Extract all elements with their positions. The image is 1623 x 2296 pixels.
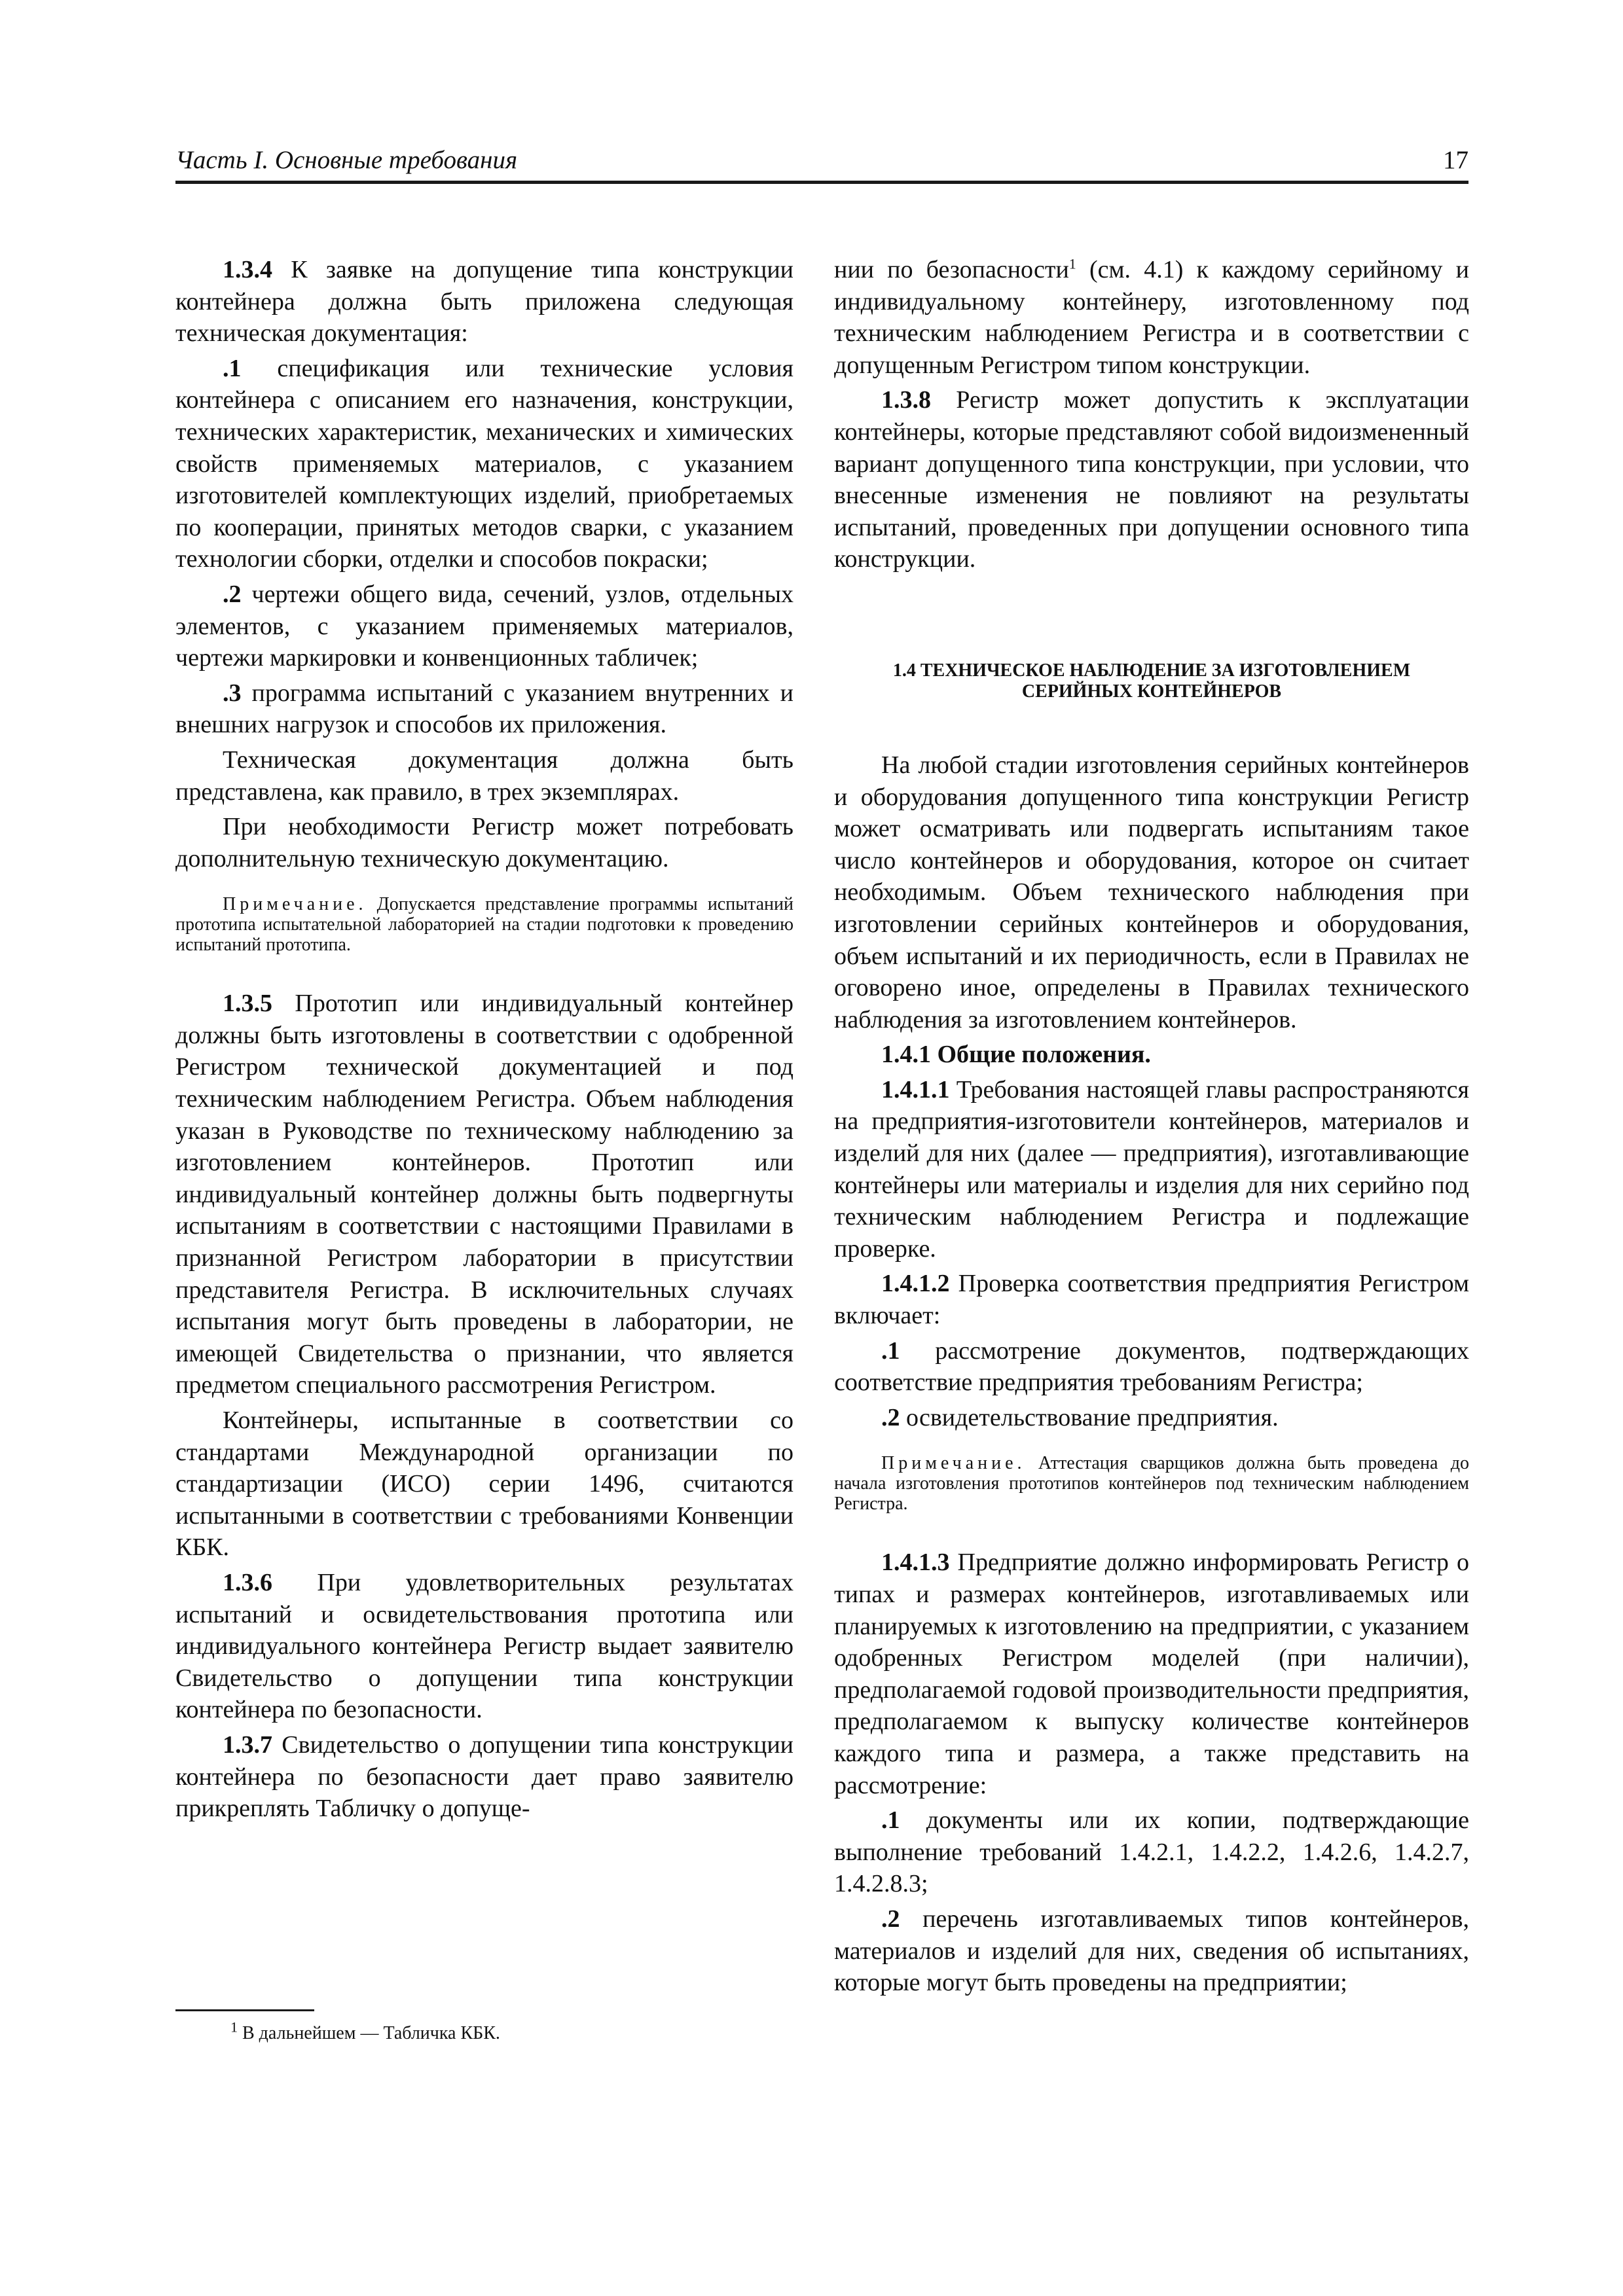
- paragraph-text: Предприятие должно информировать Регистр о типах и размерах контейнеров, изготавливаемых или планируемых к изготовлению на предприятии, с указанием одобренных Регистром моделей (при наличии), предполагаемой годовой производительности предприятия, предполагаемом к выпуску количестве контейнеров каждого типа и размера, а также представить на рассмотрение:: [834, 1549, 1469, 1799]
- clause-number: 1.3.4: [223, 256, 272, 283]
- right-column: [834, 254, 1469, 2002]
- paragraph: На любой стадии изготовления серийных контейнеров и оборудования допущенного типа конструкции Регистр может осматривать или подвергать испытаниям такое число контейнеров и оборудования, которое он считает необходимым. Объем технического наблюдения при изготовлении серийных контейнеров и оборудования, объем испытаний и их периодичность, если в Правилах не оговорено иное, определены в Правилах технического наблюдения за изготовлением контейнеров.: [834, 751, 1469, 1033]
- note-label: Примечание.: [223, 894, 367, 915]
- list-item: [834, 1335, 1469, 1399]
- paragraph-text: (см. 4.1) к каждому серийному и индивидуальному контейнеру, изготовленному под техническим наблюдением Регистра и в соответствии с допущенным Регистром типом конструкции.: [834, 256, 1469, 379]
- clause-number: 1.3.6: [223, 1568, 272, 1596]
- list-item-text: программа испытаний с указанием внутренних и внешних нагрузок и способов их приложения.: [175, 679, 793, 739]
- footnote-text: В дальнейшем — Табличка КБК.: [238, 2023, 500, 2043]
- paragraph-text: К заявке на допущение типа конструкции контейнера должна быть приложена следующая техническая документация:: [175, 256, 793, 348]
- list-item-text: документы или их копии, подтверждающие выполнение требований 1.4.2.1, 1.4.2.2, 1.4.2.6, 1.4.2.7, 1.4.2.8.3;: [834, 1806, 1469, 1898]
- running-header: [175, 145, 1468, 184]
- list-item-text: спецификация или технические условия контейнера с описанием его назначения, конструкции, технических характеристик, механических и химических свойств применяемых материалов, с указанием изготовителей комплектующих изделий, приобретаемых по кооперации, принятых методов сварки, с указанием технологии сборки, отделки и способов покраски;: [175, 354, 793, 573]
- subsection-title: 1.4.1 Общие положения.: [881, 1041, 1151, 1069]
- paragraph-text: Прототип или индивидуальный контейнер должны быть изготовлены в соответствии с одобренной Регистром технической документацией и под техническим наблюдением Регистра. Объем наблюдения указан в Руководстве по техническому наблюдению за изготовлением контейнеров. Прототип или индивидуальный контейнер должны быть подвергнуты испытаниям в соответствии с настоящими Правилами в признанной Регистром лаборатории в присутствии представителя Регистра. В исключительных случаях испытания могут быть проведены в лаборатории, не имеющей Свидетельства о признании, что является предметом специального рассмотрения Регистром.: [175, 990, 793, 1399]
- list-item: [834, 1402, 1469, 1434]
- footnote-marker: 1: [230, 2018, 238, 2036]
- clause-number: 1.3.8: [881, 386, 931, 414]
- list-item-text: перечень изготавливаемых типов контейнеров, материалов и изделий для них, сведения об испытаниях, которые могут быть проведены на предприятии;: [834, 1905, 1469, 1997]
- paragraph: Контейнеры, испытанные в соответствии со стандартами Международной организации по стандартизации (ИСО) серии 1496, считаются испытанными в соответствии с требованиями Конвенции КБК.: [175, 1407, 793, 1562]
- item-number: .2: [881, 1403, 900, 1431]
- list-item-text: освидетельствование предприятия.: [900, 1403, 1279, 1431]
- paragraph-text: При удовлетворительных результатах испытаний и освидетельствования прототипа или индивидуального контейнера Регистр выдает заявителю Свидетельство о допущении типа конструкции контейнера по безопасности.: [175, 1568, 793, 1724]
- clause-number: 1.3.5: [223, 990, 272, 1018]
- paragraph-1-3-6: [175, 1567, 793, 1726]
- list-item: [175, 677, 793, 741]
- page-number: 17: [1443, 146, 1468, 174]
- note-text: Аттестация сварщиков должна быть проведена до начала изготовления прототипов контейнеров под техническим наблюдением Регистра.: [834, 1453, 1469, 1515]
- note-label: Примечание.: [881, 1453, 1026, 1474]
- item-number: .1: [223, 354, 242, 382]
- clause-number: 1.4.1.2: [881, 1270, 950, 1298]
- footnote-divider: [175, 2009, 314, 2011]
- list-item: [834, 1804, 1469, 1900]
- clause-number: 1.3.7: [223, 1731, 272, 1759]
- item-number: .1: [881, 1806, 900, 1835]
- list-item: [175, 353, 793, 575]
- paragraph: При необходимости Регистр может потребовать дополнительную техническую документацию.: [175, 813, 793, 872]
- note: [834, 1453, 1469, 1514]
- paragraph-text: Требования настоящей главы распространяются на предприятия-изготовители контейнеров, материалов и изделий для них (далее — предприятия), изготавливающие контейнеры или материалы и изделия для них серийно под техническим наблюдением Регистра и подлежащие проверке.: [834, 1075, 1469, 1263]
- note: [175, 894, 793, 955]
- paragraph-text: Проверка соответствия предприятия Регистром включает:: [834, 1270, 1469, 1330]
- left-column: [175, 254, 793, 1828]
- item-number: .2: [223, 580, 242, 608]
- list-item: [834, 1903, 1469, 1999]
- header-title: Часть I. Основные требования: [175, 146, 518, 174]
- paragraph-text: Регистр может допустить к эксплуатации контейнеры, которые представляют собой видоизмененный вариант допущенного типа конструкции, при условии, что внесенные изменения не повлияют на результаты испытаний, проведенных при допущении основного типа конструкции.: [834, 386, 1469, 573]
- item-number: .2: [881, 1905, 900, 1933]
- paragraph-1-3-4: [175, 254, 793, 350]
- paragraph-continuation: [834, 254, 1469, 381]
- footnote: [230, 2018, 500, 2045]
- item-number: .1: [881, 1336, 900, 1365]
- footnote-ref: 1: [1068, 255, 1076, 272]
- paragraph-1-3-5: [175, 988, 793, 1401]
- paragraph-text: Свидетельство о допущении типа конструкции контейнера по безопасности дает право заявителю прикреплять Табличку о допуще-: [175, 1731, 793, 1823]
- item-number: .3: [223, 679, 242, 707]
- heading-line: СЕРИЙНЫХ КОНТЕЙНЕРОВ: [1021, 681, 1282, 702]
- list-item-text: рассмотрение документов, подтверждающих соответствие предприятия требованиям Регистра;: [834, 1336, 1469, 1397]
- paragraph: Техническая документация должна быть представлена, как правило, в трех экземплярах.: [175, 745, 793, 806]
- paragraph-1-4-1-3: [834, 1547, 1469, 1801]
- clause-number: 1.4.1.1: [881, 1075, 950, 1103]
- paragraph-1-3-8: [834, 384, 1469, 575]
- list-item: [175, 579, 793, 674]
- section-heading: [834, 660, 1469, 702]
- paragraph-1-4-1-1: [834, 1074, 1469, 1265]
- subsection-heading: [834, 1039, 1469, 1071]
- note-text: Допускается представление программы испытаний прототипа испытательной лабораторией на стадии подготовки к проведению испытаний прототипа.: [175, 894, 793, 956]
- list-item-text: чертежи общего вида, сечений, узлов, отдельных элементов, с указанием применяемых материалов, чертежи маркировки и конвенционных табличек;: [175, 580, 793, 672]
- clause-number: 1.4.1.3: [881, 1549, 950, 1577]
- heading-line: 1.4 ТЕХНИЧЕСКОЕ НАБЛЮДЕНИЕ ЗА ИЗГОТОВЛЕНИЕМ: [892, 660, 1411, 681]
- paragraph-1-3-7: [175, 1729, 793, 1825]
- paragraph-1-4-1-2: [834, 1268, 1469, 1331]
- paragraph-text: нии по безопасности: [834, 256, 1069, 283]
